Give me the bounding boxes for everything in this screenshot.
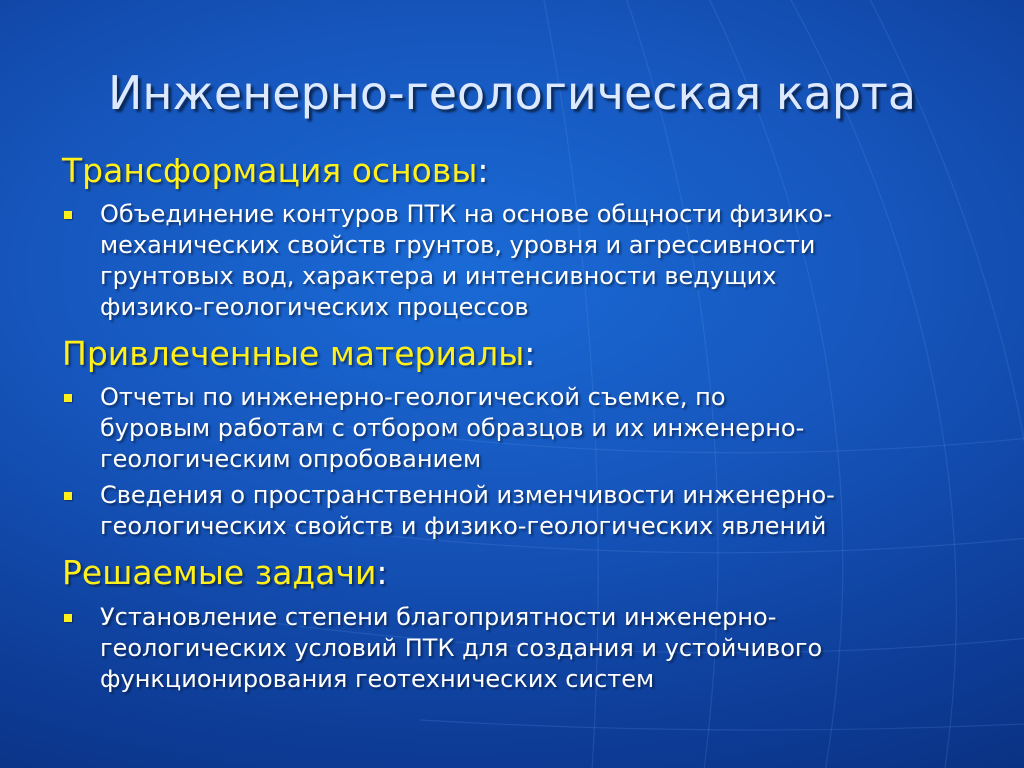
list-item-line: Объединение контуров ПТК на основе общности физико- <box>100 200 832 228</box>
list-item-line: геологических условий ПТК для создания и устойчивого <box>100 634 823 662</box>
section-heading-transformation <box>62 151 489 190</box>
list-item-line: Установление степени благоприятности инженерно- <box>100 603 777 631</box>
heading-colon: : <box>477 151 489 190</box>
list-item <box>100 480 980 542</box>
list-item-line: геологических свойств и физико-геологических явлений <box>100 512 827 540</box>
list-item-line: физико-геологических процессов <box>100 293 529 321</box>
slide-title: Инженерно-геологическая карта <box>107 66 917 120</box>
heading-colon: : <box>524 334 536 373</box>
list-item <box>100 382 980 475</box>
bullet-icon <box>64 492 72 500</box>
list-item-line: механических свойств грунтов, уровня и агрессивности <box>100 231 816 259</box>
list-item-line: функционирования геотехнических систем <box>100 665 655 693</box>
list-item-line: геологическим опробованием <box>100 445 482 473</box>
list-item-line: буровым работам с отбором образцов и их инженерно- <box>100 414 805 442</box>
heading-colon: : <box>376 553 388 592</box>
heading-text: Трансформация основы <box>62 151 478 190</box>
list-item-line: Отчеты по инженерно-геологической съемке, по <box>100 383 726 411</box>
list-item <box>100 602 980 695</box>
heading-text: Решаемые задачи <box>62 553 377 592</box>
list-item-line: грунтовых вод, характера и интенсивности ведущих <box>100 262 777 290</box>
bullet-icon <box>64 211 72 219</box>
heading-text: Привлеченные материалы <box>62 334 525 373</box>
list-item <box>100 199 980 323</box>
list-item-line: Сведения о пространственной изменчивости инженерно- <box>100 481 835 509</box>
bullet-icon <box>64 614 72 622</box>
section-heading-materials <box>62 334 535 373</box>
section-heading-tasks <box>62 553 388 592</box>
bullet-icon <box>64 394 72 402</box>
